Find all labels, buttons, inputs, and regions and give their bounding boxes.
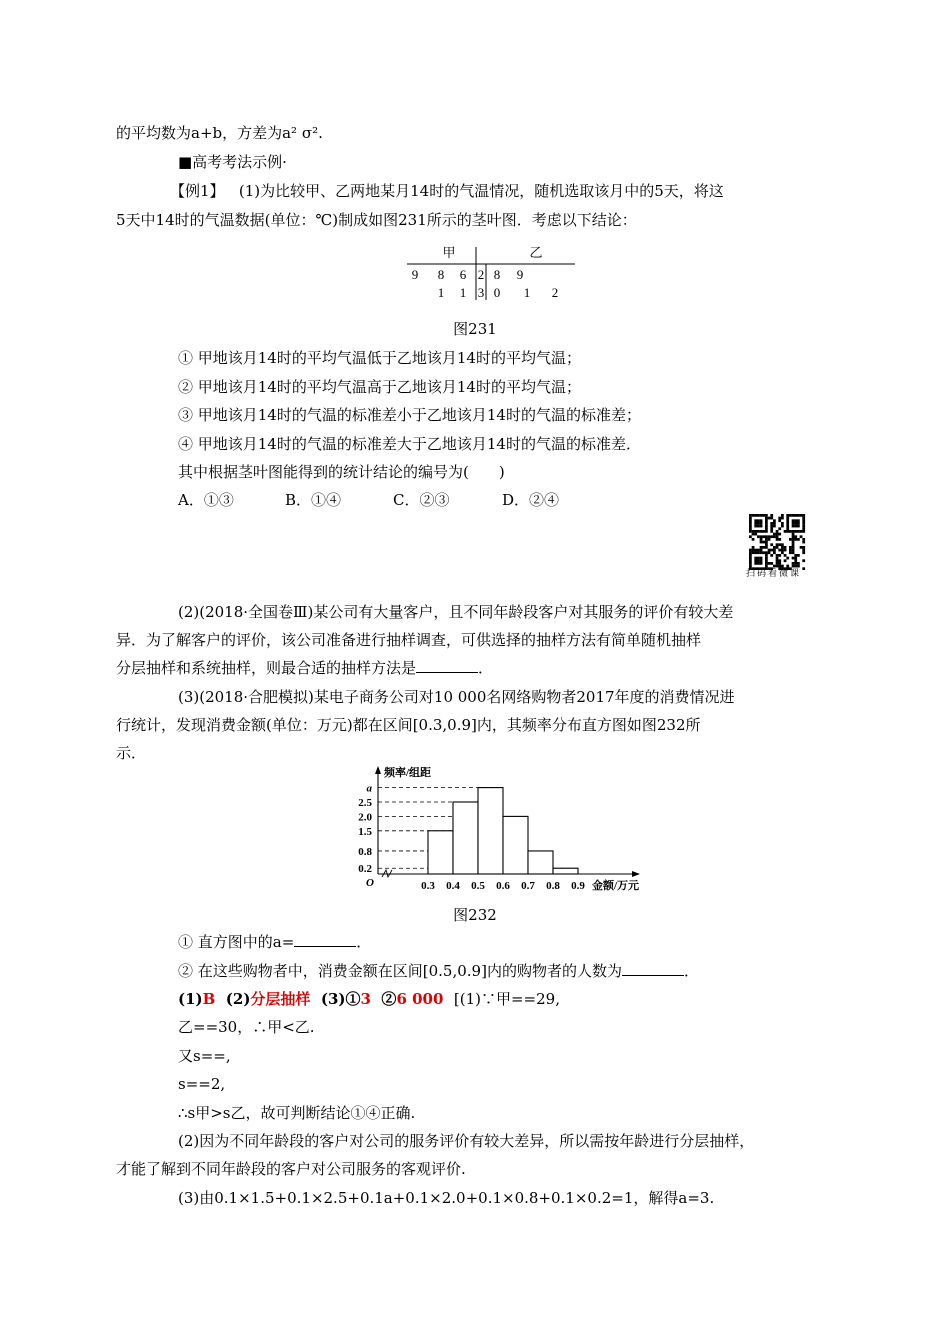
period: ． xyxy=(478,659,494,677)
subquestion-1-text: ① 直方图中的a= xyxy=(178,933,295,951)
problem-3-line-1: (3)(2018·合肥模拟)某电子商务公司对10 000名网络购物者2017年度的消费情况进 xyxy=(178,688,735,706)
option-b: B．①④ xyxy=(285,491,342,509)
answer-value-3: 3 xyxy=(360,990,371,1008)
conclusion-4: ④ 甲地该月14时的气温的标准差大于乙地该月14时的气温的标准差． xyxy=(178,435,641,453)
explanation-1: 乙==30，∴甲<乙. xyxy=(178,1018,315,1036)
header-left: 甲 xyxy=(442,245,456,260)
x-tick-label: 0.5 xyxy=(471,880,485,892)
svg-text:9: 9 xyxy=(411,267,419,282)
option-c: C．②③ xyxy=(393,491,450,509)
option-d: D．②④ xyxy=(502,491,560,509)
answer-value-1: B xyxy=(202,990,216,1008)
x-tick-label: 0.9 xyxy=(571,880,585,892)
problem-2-line-3 xyxy=(116,658,493,678)
explanation-4: ∴s甲>s乙，故可判断结论①④正确. xyxy=(178,1104,416,1122)
svg-text:9: 9 xyxy=(516,267,524,282)
svg-text:1: 1 xyxy=(437,285,445,300)
explanation-6: 才能了解到不同年龄段的客户对公司服务的客观评价. xyxy=(116,1160,466,1178)
example-text: (1)为比较甲、乙两地某月14时的气温情况，随机选取该月中的5天，将这 xyxy=(238,182,724,200)
figure-caption-231: 图231 xyxy=(453,320,497,338)
qr-label: 扫码看微课 xyxy=(746,569,802,579)
conclusion-1: ① 甲地该月14时的平均气温低于乙地该月14时的平均气温； xyxy=(178,349,581,367)
period: ． xyxy=(356,933,372,951)
x-tick-label: 0.8 xyxy=(546,880,560,892)
svg-text:1: 1 xyxy=(459,285,467,300)
qr-code-icon[interactable] xyxy=(747,514,807,570)
y-tick-label: 1.5 xyxy=(358,825,372,838)
period: ． xyxy=(683,962,699,980)
answer-blank[interactable] xyxy=(294,932,356,947)
section-heading: ■高考考法示例· xyxy=(178,153,287,171)
svg-text:3: 3 xyxy=(477,285,485,300)
option-a: A．①③ xyxy=(178,491,234,509)
x-tick-label: 0.6 xyxy=(496,880,510,892)
y-axis-label: 频率/组距 xyxy=(384,767,432,779)
histogram-bar xyxy=(428,831,453,874)
answer-line xyxy=(178,989,560,1009)
question-text: 其中根据茎叶图能得到的统计结论的编号为( ) xyxy=(178,463,505,481)
y-tick-label: 0.8 xyxy=(358,845,372,858)
conclusion-2: ② 甲地该月14时的平均气温高于乙地该月14时的平均气温； xyxy=(178,378,581,396)
answer-label-3: (3)① xyxy=(320,990,361,1008)
histogram-bar xyxy=(528,851,553,874)
example-line-1 xyxy=(170,181,724,201)
stemleaf-row-2 xyxy=(438,285,559,300)
example-tag: 【例1】 xyxy=(170,182,225,200)
example-line-2: 5天中14时的气温数据(单位：℃)制成如图231所示的茎叶图．考虑以下结论： xyxy=(116,211,637,229)
explanation-5: (2)因为不同年龄段的客户对公司的服务评价有较大差异，所以需按年龄进行分层抽样， xyxy=(178,1132,755,1150)
y-axis-arrow xyxy=(375,766,381,774)
svg-text:0: 0 xyxy=(493,285,501,300)
x-axis-arrow xyxy=(632,871,640,877)
problem-3-line-2: 行统计，发现消费金额(单位：万元)都在区间[0.3,0.9]内，其频率分布直方图如图232所 xyxy=(116,716,701,734)
answer-value-4: 6 000 xyxy=(396,990,444,1008)
x-axis-label: 金额/万元 xyxy=(592,880,640,892)
x-tick-label: 0.3 xyxy=(421,880,435,892)
subquestion-2-text: ② 在这些购物者中，消费金额在区间[0.5,0.9]内的购物者的人数为 xyxy=(178,962,622,980)
header-right: 乙 xyxy=(529,245,543,260)
y-tick-label: 2.5 xyxy=(358,797,372,809)
svg-text:2: 2 xyxy=(551,285,559,300)
axis-break xyxy=(382,870,392,877)
svg-text:8: 8 xyxy=(437,267,445,282)
y-tick-label: 0.2 xyxy=(358,863,372,876)
answer-blank[interactable] xyxy=(622,961,684,976)
y-tick-label: 2.0 xyxy=(358,811,372,824)
answer-blank[interactable] xyxy=(416,658,478,673)
answer-label-2: (2) xyxy=(225,990,251,1008)
histogram-bar xyxy=(553,868,578,874)
explanation-start: [(1)∵甲==29, xyxy=(453,990,560,1008)
answer-label-1: (1) xyxy=(178,990,203,1008)
explanation-7: (3)由0.1×1.5+0.1×2.5+0.1a+0.1×2.0+0.1×0.8+0.1×0.2=1，解得a=3. xyxy=(178,1189,715,1207)
x-tick-label: 0.4 xyxy=(446,880,460,892)
stem-leaf-diagram xyxy=(405,244,580,304)
histogram-bar xyxy=(478,788,503,874)
text-line-1: 的平均数为a+b，方差为a² σ². xyxy=(116,124,323,142)
problem-2-line-1: (2)(2018·全国卷Ⅲ)某公司有大量客户，且不同年龄段客户对其服务的评价有较大差 xyxy=(178,603,734,621)
answer-value-2: 分层抽样 xyxy=(250,990,311,1008)
explanation-2: 又s==, xyxy=(178,1047,231,1065)
answer-label-4: ② xyxy=(381,990,397,1008)
subquestion-1 xyxy=(178,932,371,952)
subquestion-2 xyxy=(178,961,699,981)
problem-2-line-2: 异．为了解客户的评价，该公司准备进行抽样调查，可供选择的抽样方法有简单随机抽样 xyxy=(116,631,702,649)
stemleaf-row-1 xyxy=(412,267,524,282)
conclusion-3: ③ 甲地该月14时的气温的标准差小于乙地该月14时的气温的标准差； xyxy=(178,406,641,424)
histogram-bar xyxy=(503,816,528,874)
x-tick-label: 0.7 xyxy=(521,880,535,892)
problem-3-line-3: 示． xyxy=(116,744,147,762)
histogram-bar xyxy=(453,802,478,874)
svg-text:2: 2 xyxy=(477,267,485,282)
y-tick-label: a xyxy=(366,782,372,795)
figure-caption-232: 图232 xyxy=(453,906,497,924)
histogram-chart xyxy=(340,762,640,896)
origin-label: O xyxy=(366,877,374,889)
svg-text:8: 8 xyxy=(493,267,501,282)
problem-2-text: 分层抽样和系统抽样，则最合适的抽样方法是 xyxy=(116,659,417,677)
svg-text:1: 1 xyxy=(523,285,531,300)
explanation-3: s==2, xyxy=(178,1075,226,1093)
svg-text:6: 6 xyxy=(459,267,467,282)
